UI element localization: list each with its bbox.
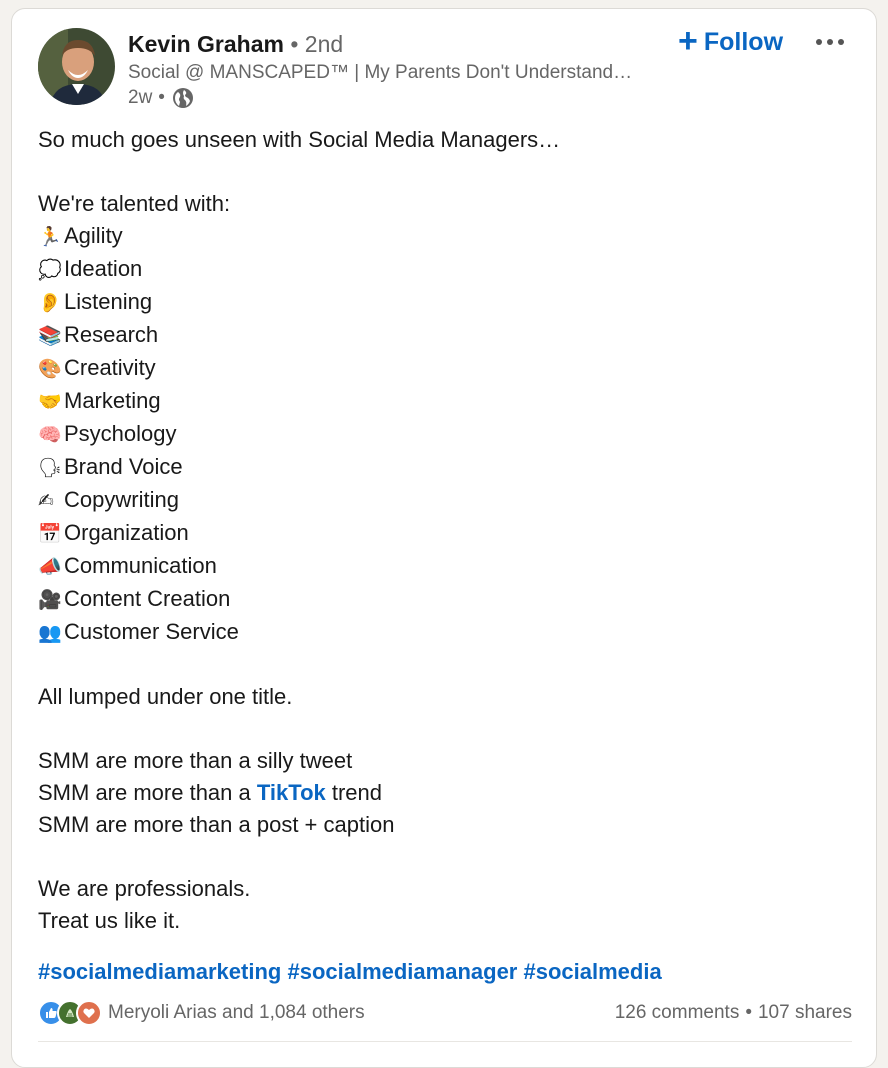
skill-emoji-icon: 🎨 (38, 358, 62, 380)
connection-degree: 2nd (304, 31, 344, 57)
skill-item (38, 583, 838, 616)
skill-item (38, 253, 838, 286)
skill-label: Research (64, 322, 159, 347)
skill-emoji-icon: 🧠 (38, 424, 62, 446)
skill-item (38, 385, 838, 418)
talent-heading: We're talented with: (38, 191, 231, 216)
lumped-text: All lumped under one title. (38, 684, 293, 709)
divider (38, 1041, 852, 1042)
post-card (11, 8, 877, 1068)
more-horizontal-icon[interactable] (812, 35, 848, 49)
skill-emoji-icon: 👂 (38, 292, 62, 314)
smm-line-2 (38, 777, 838, 809)
skill-label: Organization (64, 520, 189, 545)
skill-label: Communication (64, 553, 217, 578)
skill-label: Ideation (64, 256, 143, 281)
skill-emoji-icon: 📚 (38, 325, 62, 347)
skill-label: Psychology (64, 421, 177, 446)
skill-label: Copywriting (64, 487, 179, 512)
skill-item (38, 418, 838, 451)
author-name[interactable]: Kevin Graham (128, 31, 284, 57)
shares-count[interactable]: 107 shares (757, 1002, 852, 1023)
stats-separator: • (745, 1002, 752, 1023)
skill-label: Brand Voice (64, 454, 183, 479)
plus-icon: + (678, 21, 698, 60)
degree-separator: • (290, 31, 299, 57)
skill-item (38, 286, 838, 319)
hashtag-link[interactable]: #socialmediamarketing (38, 959, 282, 984)
skill-emoji-icon: ✍ (38, 490, 54, 512)
closing-line-1: We are professionals. (38, 876, 251, 901)
skills-list (38, 220, 838, 649)
follow-button[interactable] (678, 21, 784, 60)
skill-label: Content Creation (64, 586, 231, 611)
skill-item (38, 616, 838, 649)
author-headline: Social @ MANSCAPED™ | My Parents Don't Understand… (128, 62, 633, 83)
intro-text: So much goes unseen with Social Media Managers… (38, 127, 561, 152)
skill-item (38, 451, 838, 484)
reactions-summary[interactable] (38, 999, 365, 1027)
skill-emoji-icon: 🎥 (38, 589, 62, 611)
skill-item (38, 220, 838, 253)
skill-item (38, 352, 838, 385)
follow-label: Follow (703, 28, 784, 56)
skill-label: Listening (64, 289, 153, 314)
smm-line-3: SMM are more than a post + caption (38, 812, 395, 837)
hashtags (38, 956, 662, 988)
skill-item (38, 550, 838, 583)
meta-separator: • (158, 87, 165, 108)
reactions-text: Meryoli Arias and 1,084 others (108, 1002, 365, 1023)
skill-label: Creativity (64, 355, 156, 380)
closing-line-2: Treat us like it. (38, 908, 181, 933)
post-body (38, 124, 838, 937)
smm-line-2-prefix: SMM are more than a (38, 780, 257, 805)
skill-emoji-icon: 🗣 (38, 457, 63, 479)
smm-line-2-suffix: trend (325, 780, 383, 805)
reaction-icons (38, 1000, 102, 1026)
comments-count[interactable]: 126 comments (614, 1002, 740, 1023)
author-name-row (128, 29, 343, 59)
skill-emoji-icon: 📅 (38, 523, 62, 545)
skill-item (38, 484, 838, 517)
social-counts (38, 999, 852, 1027)
hashtag-link[interactable]: #socialmediamanager (287, 959, 518, 984)
skill-emoji-icon: 🤝 (38, 391, 62, 413)
skill-emoji-icon: 💭 (38, 259, 62, 281)
smm-line-1: SMM are more than a silly tweet (38, 748, 353, 773)
tiktok-link[interactable]: TikTok (256, 780, 326, 805)
skill-emoji-icon: 🏃 (38, 226, 62, 248)
author-avatar[interactable] (38, 28, 115, 105)
skill-label: Customer Service (64, 619, 239, 644)
hashtag-link[interactable]: #socialmedia (523, 959, 662, 984)
love-icon (76, 1000, 102, 1026)
skill-label: Marketing (64, 388, 161, 413)
skill-item (38, 319, 838, 352)
skill-emoji-icon: 📣 (38, 556, 62, 578)
post-meta (128, 85, 195, 111)
globe-icon (171, 86, 195, 110)
engagement-stats (615, 999, 852, 1027)
skill-item (38, 517, 838, 550)
skill-emoji-icon: 👥 (38, 622, 62, 644)
skill-label: Agility (64, 223, 123, 248)
post-time: 2w (128, 87, 153, 108)
